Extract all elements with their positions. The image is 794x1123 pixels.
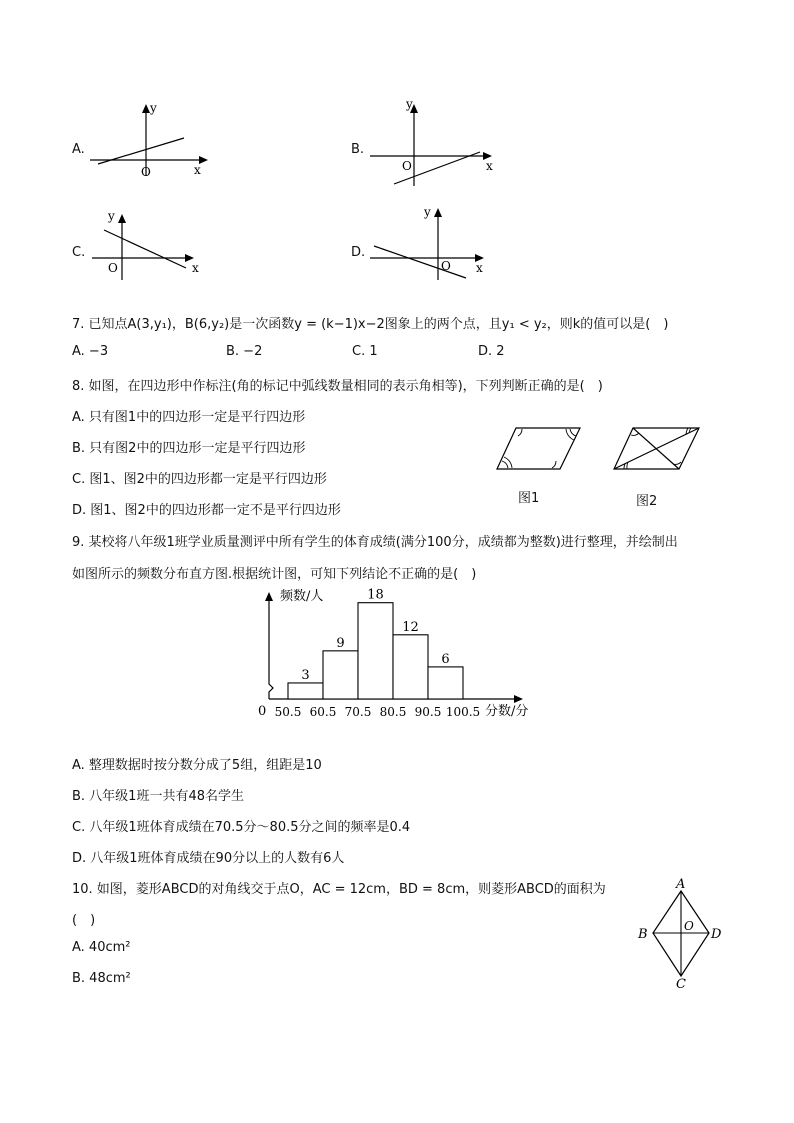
graph-option-d <box>368 202 498 284</box>
histogram-bar-value-label: 9 <box>336 635 345 651</box>
y-axis-label: y <box>406 98 413 111</box>
y-axis-label: 频数/人 <box>280 589 324 604</box>
x-axis-label: x <box>192 261 199 275</box>
origin-label: 0 <box>258 704 267 719</box>
graph-option-b <box>368 98 503 190</box>
frequency-histogram <box>250 588 550 723</box>
y-axis <box>269 598 273 699</box>
x-axis-label: x <box>476 261 483 275</box>
y-axis-arrow-icon <box>265 592 273 601</box>
histogram-bar <box>428 667 463 699</box>
x-axis-label: 分数/分 <box>485 704 529 719</box>
figure-1-parallelogram <box>494 424 584 474</box>
q10-stem-line-2: ( ) <box>72 913 96 928</box>
q7-option-a: A. −3 <box>72 344 109 359</box>
histogram-bar-value-label: 12 <box>402 619 419 635</box>
histogram-bar <box>323 651 358 699</box>
graph-option-a <box>90 100 220 180</box>
q7-option-c: C. 1 <box>352 344 378 359</box>
origin-label: O <box>402 159 412 173</box>
histogram-bar-value-label: 6 <box>441 651 450 667</box>
origin-label: O <box>441 259 451 273</box>
q8-option-a: A. 只有图1中的四边形一定是平行四边形 <box>72 410 306 425</box>
histogram-tick-label: 50.5 <box>274 705 302 719</box>
graph-option-a-label: A. <box>72 142 85 157</box>
histogram-tick-label: 60.5 <box>309 705 337 719</box>
vertex-d-label: D <box>711 927 722 942</box>
graph-option-c <box>90 206 210 286</box>
q8-option-c: C. 图1、图2中的四边形都一定是平行四边形 <box>72 472 327 487</box>
q9-stem-line-1: 9. 某校将八年级1班学业质量测评中所有学生的体育成绩(满分100分，成绩都为整数)进行整理，并绘制出 <box>72 535 678 550</box>
q10-option-a: A. 40cm² <box>72 940 131 955</box>
center-o-label: O <box>684 919 694 933</box>
graph-option-d-label: D. <box>351 245 366 260</box>
vertex-a-label: A <box>676 877 686 892</box>
vertex-c-label: C <box>676 977 686 992</box>
histogram-bar <box>393 635 428 699</box>
origin-label: O <box>141 165 151 179</box>
y-axis-label: y <box>424 205 431 219</box>
q9-option-c: C. 八年级1班体育成绩在70.5分～80.5分之间的频率是0.4 <box>72 820 411 835</box>
q9-option-a: A. 整理数据时按分数分成了5组，组距是10 <box>72 758 322 773</box>
q8-option-d: D. 图1、图2中的四边形都一定不是平行四边形 <box>72 503 341 518</box>
x-axis-label: x <box>194 163 201 177</box>
y-axis-label: y <box>108 209 115 223</box>
q7-stem: 7. 已知点A(3,y₁)，B(6,y₂)是一次函数y = (k−1)x−2图象上的两个点，且y₁ < y₂，则k的值可以是( ) <box>72 317 669 332</box>
graph-option-c-label: C. <box>72 245 86 260</box>
rhombus-figure <box>632 874 724 992</box>
histogram-tick-label: 100.5 <box>445 705 481 719</box>
histogram-bar-value-label: 3 <box>301 667 310 683</box>
q9-option-d: D. 八年级1班体育成绩在90分以上的人数有6人 <box>72 851 345 866</box>
q10-option-b: B. 48cm² <box>72 971 131 986</box>
graph-option-b-label: B. <box>351 142 365 157</box>
histogram-bar <box>358 603 393 699</box>
q8-option-b: B. 只有图2中的四边形一定是平行四边形 <box>72 441 306 456</box>
figure-1-caption: 图1 <box>518 491 540 506</box>
q9-stem-line-2: 如图所示的频数分布直方图.根据统计图，可知下列结论不正确的是( ) <box>72 567 477 582</box>
vertex-b-label: B <box>638 927 648 942</box>
q9-option-b: B. 八年级1班一共有48名学生 <box>72 789 244 804</box>
histogram-tick-label: 90.5 <box>414 705 442 719</box>
q8-stem: 8. 如图，在四边形中作标注(角的标记中弧线数量相同的表示角相等)，下列判断正确的是( ) <box>72 379 603 394</box>
q7-option-d: D. 2 <box>478 344 505 359</box>
x-axis-arrow-icon <box>514 695 523 703</box>
x-axis-label: x <box>486 159 493 173</box>
origin-label: O <box>108 261 118 275</box>
histogram-bar <box>288 683 323 699</box>
histogram-tick-label: 70.5 <box>344 705 372 719</box>
y-axis-label: y <box>150 101 157 115</box>
q7-option-b: B. −2 <box>226 344 263 359</box>
figure-2-caption: 图2 <box>636 494 658 509</box>
histogram-tick-label: 80.5 <box>379 705 407 719</box>
figure-2-quadrilateral <box>611 424 703 474</box>
q10-stem-line-1: 10. 如图，菱形ABCD的对角线交于点O，AC = 12cm，BD = 8cm，则菱形ABCD的面积为 <box>72 882 606 897</box>
histogram-bar-value-label: 18 <box>367 588 384 603</box>
